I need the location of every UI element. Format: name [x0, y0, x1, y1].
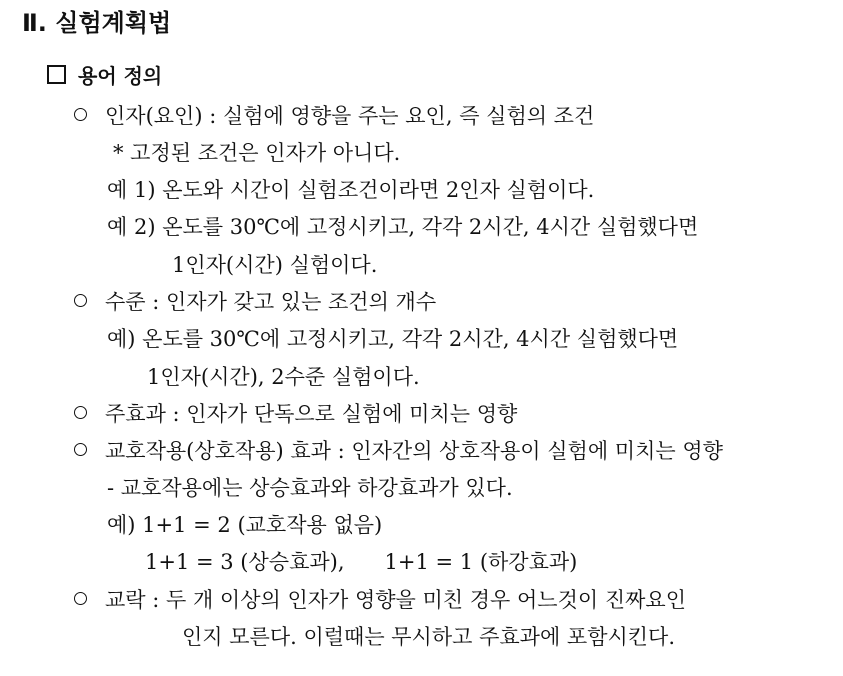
factor-example-1: 예 1) 온도와 시간이 실험조건이라면 2인자 실험이다.	[107, 178, 595, 202]
interaction-example: 예) 1+1 = 2 (교호작용 없음)	[107, 513, 383, 537]
term-factor-text: 인자(요인) : 실험에 영향을 주는 요인, 즉 실험의 조건	[105, 104, 595, 128]
circle-bullet-icon	[74, 592, 87, 605]
term-level-text: 수준 : 인자가 갖고 있는 조건의 개수	[105, 290, 437, 314]
term-confounding-text: 교락 : 두 개 이상의 인자가 영향을 미친 경우 어느것이 진짜요인	[105, 588, 686, 612]
subsection-heading	[47, 63, 162, 89]
level-example: 예) 온도를 30℃에 고정시키고, 각각 2시간, 4시간 실험했다면	[107, 327, 679, 351]
interaction-example-cont	[145, 549, 577, 575]
term-confounding	[74, 587, 686, 613]
section-title: Ⅱ. 실험계획법	[22, 9, 172, 37]
term-interaction	[74, 438, 723, 464]
interaction-note: - 교호작용에는 상승효과와 하강효과가 있다.	[107, 476, 513, 500]
factor-note: * 고정된 조건은 인자가 아니다.	[113, 141, 401, 165]
term-confounding-cont: 인지 모른다. 이럴때는 무시하고 주효과에 포함시킨다.	[182, 625, 676, 649]
circle-bullet-icon	[74, 406, 87, 419]
term-factor	[74, 103, 594, 129]
subsection-title: 용어 정의	[78, 64, 163, 88]
term-level	[74, 289, 436, 315]
circle-bullet-icon	[74, 294, 87, 307]
antagonism-example: 1+1 = 1 (하강효과)	[384, 550, 578, 574]
factor-example-2-cont: 1인자(시간) 실험이다.	[172, 253, 378, 277]
checkbox-square-icon	[47, 65, 66, 84]
circle-bullet-icon	[74, 443, 87, 456]
level-example-cont: 1인자(시간), 2수준 실험이다.	[147, 365, 420, 389]
term-main-effect	[74, 401, 517, 427]
synergy-example: 1+1 = 3 (상승효과),	[145, 550, 345, 574]
factor-example-2: 예 2) 온도를 30℃에 고정시키고, 각각 2시간, 4시간 실험했다면	[107, 215, 699, 239]
circle-bullet-icon	[74, 108, 87, 121]
term-interaction-text: 교호작용(상호작용) 효과 : 인자간의 상호작용이 실험에 미치는 영향	[105, 439, 723, 463]
term-main-effect-text: 주효과 : 인자가 단독으로 실험에 미치는 영향	[105, 402, 518, 426]
